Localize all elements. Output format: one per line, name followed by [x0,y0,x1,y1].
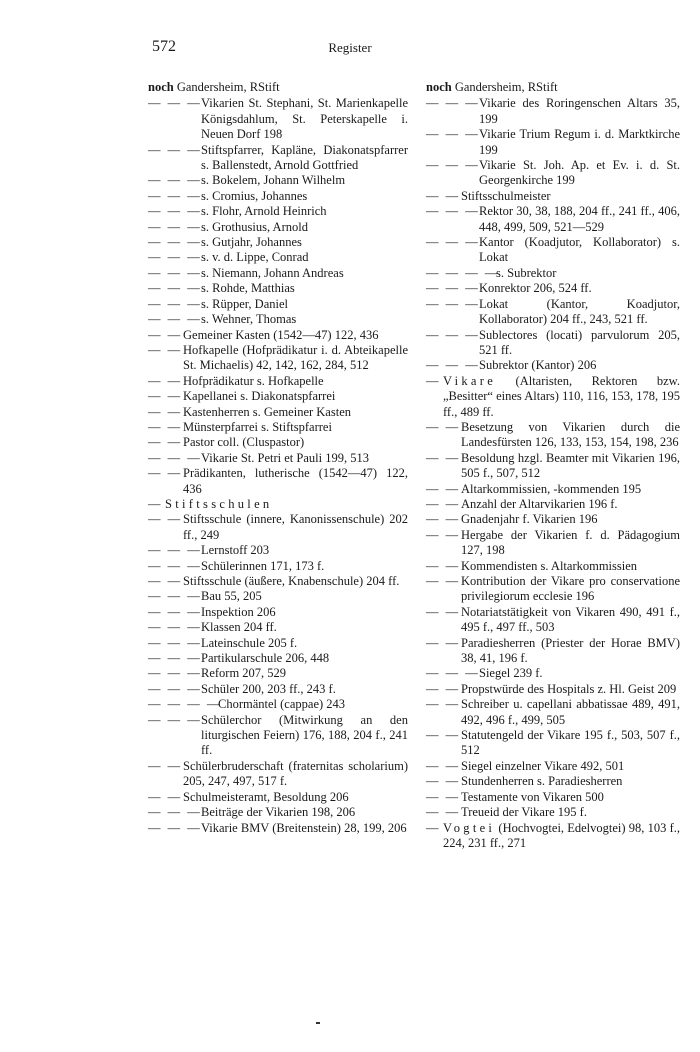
continued-heading-text: Gandersheim, RStift [454,80,558,94]
entry-dashes: — — [148,404,183,419]
entry-text: Schülerinnen 171, 173 f. [201,558,325,573]
entry-text: Sublectores (locati) parvulorum 205, 521 ff. [479,327,680,357]
entry-dashes: — — [426,512,461,527]
index-entry [148,420,408,435]
entry-text: Lernstoff 203 [201,543,270,558]
entry-dashes: — — — [148,666,202,681]
index-entry [148,821,408,836]
entry-dashes: — — — — [426,265,500,280]
entry-text: Schüler 200, 203 ff., 243 f. [201,681,336,696]
entry-text: Gemeiner Kasten (1542—47) 122, 436 [183,327,379,342]
entry-dashes: — — — [426,204,480,219]
index-entry [148,512,408,543]
footer-mark [316,1022,320,1024]
index-entry [426,358,680,373]
entry-text: Kastenherren s. Gemeiner Kasten [183,404,351,419]
right-column [426,80,680,851]
entry-dashes: — — — [148,712,202,727]
entry-dashes: — — — [426,235,480,250]
index-entry [148,297,408,312]
entry-text: Hofkapelle (Hofprädikatur i. d. Abteikapelle St. Michaelis) 42, 142, 162, 284, 512 [183,342,408,373]
index-entry [426,790,680,805]
entry-text: s. v. d. Lippe, Conrad [201,250,309,265]
entry-text: Schreiber u. capellani abbatissae 489, 491, 492, 496 f., 499, 505 [461,697,680,727]
entry-text: Konrektor 206, 524 ff. [479,281,592,296]
entry-dashes: — — — [148,235,202,250]
entry-dashes: — [426,820,441,835]
entry-text: Gnadenjahr f. Vikarien 196 [461,512,598,527]
entry-text: Vikarie des Roringenschen Altars 35, 199 [479,96,680,126]
entry-dashes: — — [426,697,461,712]
index-entry [426,759,680,774]
index-entry [426,189,680,204]
entry-text: Stiftsschule (äußere, Knabenschule) 204 ff. [183,574,400,588]
entry-text: Vikarien St. Stephani, St. Marienkapelle Königsdahlum, St. Peterskapelle i. Neuen Dorf 198 [201,96,408,142]
index-entry [148,790,408,805]
entry-dashes: — — — [148,250,202,265]
entry-text: Hergabe der Vikarien f. d. Pädagogium 127, 198 [461,527,680,558]
entry-dashes: — — — [148,635,202,650]
index-entry [148,266,408,281]
entry-dashes: — — [426,774,461,789]
entry-text: Hofprädikatur s. Hofkapelle [183,373,324,388]
entry-dashes: — — — [148,805,202,820]
index-entry [426,528,680,559]
index-entry [148,620,408,635]
entry-dashes: — [426,373,441,388]
entry-text: Subrektor (Kantor) 206 [479,358,597,373]
entry-text: Lokat (Kantor, Koadjutor, Kollaborator) 204 ff., 243, 521 ff. [479,296,680,327]
index-entry [426,204,680,235]
entry-text: Vikarie BMV (Breitenstein) 28, 199, 206 [201,820,407,835]
entry-dashes: — — [148,512,183,527]
entry-text: Vikarie Trium Regum i. d. Marktkirche 199 [479,127,680,157]
entry-text: s. Niemann, Johann Andreas [201,265,344,280]
page-number: 572 [152,38,176,55]
entry-text: Paradiesherren (Priester der Horae BMV) 38, 41, 196 f. [461,635,680,666]
entry-text: Pastor coll. (Cluspastor) [183,435,305,450]
entry-text: Bau 55, 205 [201,589,262,604]
continued-label: noch [148,80,174,94]
index-entry [148,543,408,558]
entry-text: Vogtei (Hochvogtei, Edelvogtei) 98, 103 f., 224, 231 ff., 271 [443,820,680,850]
index-entry [148,651,408,666]
entry-text: s. Grothusius, Arnold [201,219,308,234]
entry-text: Beiträge der Vikarien 198, 206 [201,805,356,820]
entry-dashes: — — — [148,142,202,157]
entry-text: Besetzung von Vikarien durch die Landesfürsten 126, 133, 153, 154, 198, 236 [461,419,680,450]
entry-dashes: — — — [148,188,202,203]
entry-text: Münsterpfarrei s. Stiftspfarrei [183,419,332,434]
index-entry [426,605,680,636]
entry-text: Inspektion 206 [201,604,276,619]
entry-text: Prädikanten, lutherische (1542—47) 122, 436 [183,466,408,496]
entry-dashes: — — [148,389,183,404]
continued-heading-text: Gandersheim, RStift [176,80,280,94]
index-entry [148,636,408,651]
entry-text: s. Gutjahr, Johannes [201,235,302,250]
entry-dashes: — — — — [148,697,222,712]
entry-text: Testamente von Vikaren 500 [461,789,604,804]
entry-dashes: — — — [148,312,202,327]
index-entry [426,281,680,296]
entry-dashes: — — [426,574,461,588]
index-entry [426,96,680,127]
entry-text: Notariatstätigkeit von Vikaren 490, 491 f., 495 f., 497 ff., 503 [461,604,680,635]
entry-text: Rektor 30, 38, 188, 204 ff., 241 ff., 406, 448, 499, 509, 521—529 [479,204,680,234]
entry-dashes: — — [426,789,461,804]
entry-dashes: — — [426,419,461,434]
index-entry [426,451,680,482]
entry-text: Klassen 204 ff. [201,620,277,635]
entry-text: Schülerbruderschaft (fraternitas scholarium) 205, 247, 497, 517 f. [183,758,408,789]
entry-dashes: — — [426,635,461,650]
entry-text: Besoldung hzgl. Beamter mit Vikarien 196, 505 f., 507, 512 [461,450,680,481]
index-entry [426,127,680,158]
entry-dashes: — — — [148,281,202,296]
index-entry [148,713,408,759]
index-entry [148,759,408,790]
entry-dashes: — — — [148,604,202,619]
entry-text: Vikare (Altaristen, Rektoren bzw. „Besitter“ eines Altars) 110, 116, 153, 178, 195 ff., 489 ff. [443,373,680,419]
entry-dashes: — — — [148,450,202,465]
entry-text: Altarkommissien, -kommenden 195 [461,481,642,496]
entry-text [165,497,272,511]
entry-dashes: — — — [426,281,480,296]
entry-dashes: — — [148,574,183,588]
entry-dashes: — — [426,604,461,619]
entry-text: Schulmeisteramt, Besoldung 206 [183,789,349,804]
entry-text: Chormäntel (cappae) 243 [218,697,346,712]
index-entry [148,250,408,265]
entry-dashes: — — — [148,219,202,234]
index-entry [148,374,408,389]
entry-text: Kantor (Koadjutor, Kollaborator) s. Lokat [479,235,680,265]
index-entry [148,389,408,404]
index-entry [426,158,680,189]
entry-text: s. Rohde, Matthias [201,281,295,296]
index-entry [426,328,680,359]
entry-text: Reform 207, 529 [201,666,287,681]
entry-dashes: — — — [148,558,202,573]
entry-dashes: — — [426,450,461,465]
right-entry-list [426,96,680,851]
continued-heading [148,80,408,95]
entry-dashes: — — [148,373,183,388]
index-entry [148,204,408,219]
index-entry [148,666,408,681]
index-entry [148,173,408,188]
index-entry [148,96,408,142]
index-entry [148,405,408,420]
index-entry [148,281,408,296]
index-entry [148,589,408,604]
index-entry [426,266,680,281]
entry-dashes: — — [426,681,461,696]
index-entry [426,821,680,852]
entry-dashes: — — — [148,204,202,219]
index-entry [426,574,680,605]
entry-dashes: — — [426,188,461,203]
entry-text: s. Subrektor [496,265,557,280]
entry-text: Anzahl der Altarvikarien 196 f. [461,496,618,511]
entry-dashes: — — — [426,127,480,142]
index-entry [148,220,408,235]
entry-dashes: — — — [426,158,480,173]
entry-dashes: — — — [148,620,202,635]
index-entry [148,143,408,174]
index-entry [148,497,408,512]
index-entry [148,343,408,374]
index-entry [426,235,680,266]
index-entry [426,666,680,681]
index-entry [426,805,680,820]
entry-text: Partikularschule 206, 448 [201,651,330,666]
index-entry [426,697,680,728]
index-entry [148,605,408,620]
index-entry [148,312,408,327]
left-entry-list [148,96,408,836]
index-entry [148,435,408,450]
entry-dashes: — — — [426,296,480,311]
entry-dashes: — — [426,496,461,511]
entry-text: Schülerchor (Mitwirkung an den liturgischen Feiern) 176, 188, 204 f., 241 ff. [201,712,408,758]
entry-dashes: — — [148,758,183,773]
index-entry [426,297,680,328]
entry-text: s. Cromius, Johannes [201,188,308,203]
entry-dashes: — — — [148,96,202,111]
entry-dashes: — — [148,466,183,481]
entry-dashes: — — [426,481,461,496]
continued-heading [426,80,680,95]
entry-text: Lateinschule 205 f. [201,635,298,650]
entry-dashes: — — — [426,666,480,681]
index-entry [426,636,680,667]
entry-text: Siegel 239 f. [479,666,543,681]
entry-dashes: — — [426,728,461,743]
index-entry [148,682,408,697]
index-entry [148,466,408,497]
entry-dashes: — — [426,558,461,573]
entry-text: s. Rüpper, Daniel [201,296,288,311]
entry-text: Kapellanei s. Diakonatspfarrei [183,389,336,404]
entry-dashes: — — [148,327,183,342]
entry-text: s. Flohr, Arnold Heinrich [201,204,327,219]
entry-dashes: — — [148,435,183,450]
entry-dashes: — — — [148,296,202,311]
entry-dashes: — — — [148,820,202,835]
entry-text: Statutengeld der Vikare 195 f., 503, 507 f., 512 [461,728,680,758]
entry-text: Siegel einzelner Vikare 492, 501 [461,758,625,773]
entry-dashes: — — [148,342,183,357]
entry-dashes: — — [148,419,183,434]
index-entry [148,805,408,820]
index-entry [426,374,680,420]
entry-dashes: — — — [148,265,202,280]
index-entry [148,451,408,466]
entry-text: Vikarie St. Petri et Pauli 199, 513 [201,450,369,465]
running-head: Register [328,40,372,55]
entry-dashes: — — [426,805,461,820]
entry-text: Stiftsschule (innere, Kanonissenschule) 202 ff., 249 [183,512,408,542]
index-entry [426,482,680,497]
index-entry [148,189,408,204]
left-column [148,80,408,836]
entry-text: Propstwürde des Hospitals z. Hl. Geist 209 [461,681,677,696]
index-entry [148,328,408,343]
entry-dashes: — — — [148,651,202,666]
entry-dashes: — [148,496,163,511]
entry-dashes: — — — [148,173,202,188]
entry-text: Kontribution der Vikare pro conservatione privilegiorum ecclesie 196 [461,574,680,604]
index-entry [426,512,680,527]
index-entry [426,728,680,759]
entry-text: s. Wehner, Thomas [201,312,297,327]
entry-text: Treueid der Vikare 195 f. [461,805,587,820]
lead-word: Stiftsschulen [165,496,273,511]
entry-dashes: — — — [426,358,480,373]
entry-text: Stundenherren s. Paradiesherren [461,774,623,789]
entry-dashes: — — — [426,327,480,342]
entry-text: Stiftspfarrer, Kapläne, Diakonatspfarrer s. Ballenstedt, Arnold Gottfried [201,142,408,173]
lead-word: Vogtei [443,820,496,835]
index-entry [426,559,680,574]
entry-text: Stiftsschulmeister [461,188,551,203]
index-entry [148,574,408,589]
entry-dashes: — — [148,789,183,804]
entry-dashes: — — — [148,543,202,558]
entry-dashes: — — [426,758,461,773]
entry-dashes: — — [426,527,461,542]
page-header [0,38,700,60]
index-entry [426,420,680,451]
index-entry [426,682,680,697]
entry-dashes: — — — [148,681,202,696]
entry-dashes: — — — [426,96,480,111]
index-entry [148,697,408,712]
entry-text: Vikarie St. Joh. Ap. et Ev. i. d. St. Georgenkirche 199 [479,158,680,188]
index-entry [426,497,680,512]
index-entry [148,235,408,250]
index-entry [148,559,408,574]
entry-dashes: — — — [148,589,202,604]
lead-word: Vikare [443,373,497,388]
continued-label: noch [426,80,452,94]
entry-text: Kommendisten s. Altarkommissien [461,558,638,573]
index-entry [426,774,680,789]
entry-text: s. Bokelem, Johann Wilhelm [201,173,346,188]
